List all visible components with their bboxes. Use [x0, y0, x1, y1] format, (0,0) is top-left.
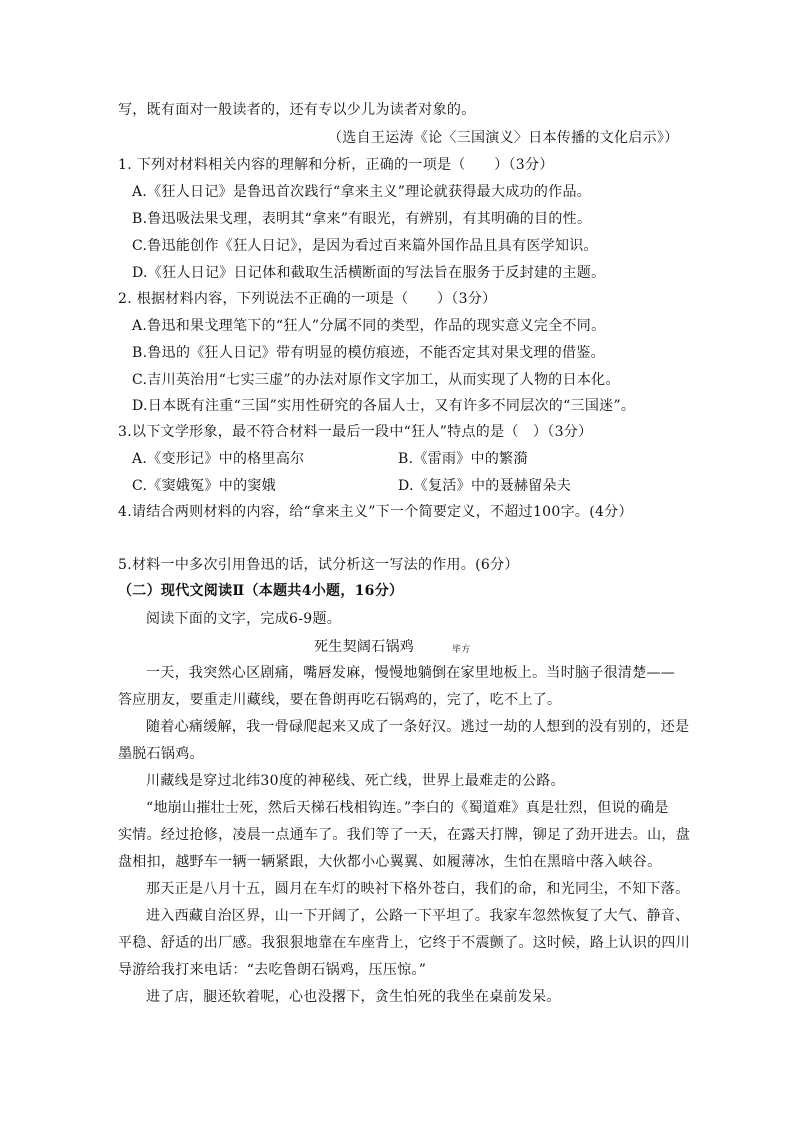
article-author: 毕方: [452, 645, 471, 655]
option-3b: B.《雷雨》中的繁漪: [398, 451, 528, 467]
question-4: 4.请结合两则材料的内容，给“拿来主义”下一个简要定义，不超过100字。(4分）: [118, 504, 633, 520]
question-3: 3.以下文学形象，最不符合材料一最后一段中“狂人”特点的是（ ）（3分）: [118, 424, 593, 440]
option-1c: C.鲁迅能创作《狂人日记》，是因为看过百来篇外国作品且具有医学知识。: [132, 238, 598, 254]
instruction-text: 阅读下面的文字，完成6-9题。: [146, 611, 342, 627]
option-1b: B.鲁迅吸法果戈理，表明其“拿来”有眼光，有辨别，有其明确的目的性。: [132, 211, 592, 227]
paragraph-line: 川藏线是穿过北纬30度的神秘线、死亡线，世界上最难走的公路。: [146, 773, 565, 789]
question-1: 1. 下列对材料相关内容的理解和分析，正确的一项是（ ）（3分）: [118, 157, 554, 173]
paragraph-line: 实情。经过抢修，凌晨一点通车了。我们等了一天，在露天打牌，铆足了劲开进去。山，盘: [118, 827, 690, 843]
section-heading: （二）现代文阅读Ⅱ（本题共4小题，16分）: [118, 583, 404, 599]
option-1d: D.《狂人日记》日记体和截取生活横断面的写法旨在服务于反封建的主题。: [132, 265, 606, 281]
paragraph-line: 墨脱石锅鸡。: [118, 746, 204, 762]
paragraph-line: “地崩山摧壮士死，然后天梯石栈相钩连。”李白的《蜀道难》真是壮烈，但说的确是: [146, 800, 669, 816]
option-2c: C.吉川英治用“七实三虚”的办法对原作文字加工，从而实现了人物的日本化。: [132, 372, 620, 388]
paragraph-line: 答应朋友，要重走川藏线，要在鲁朗再吃石锅鸡的，完了，吃不上了。: [118, 692, 562, 708]
question-2: 2. 根据材料内容，下列说法不正确的一项是（ ）（3分）: [118, 291, 497, 307]
paragraph-line: 进了店，腿还软着呢，心也没撂下，贪生怕死的我坐在桌前发呆。: [146, 989, 561, 1005]
source-citation: （选自王运涛《论〈三国演义〉日本传播的文化启示》）: [328, 130, 679, 146]
paragraph-line: 那天正是八月十五，圆月在车灯的映衬下格外苍白，我们的命，和光同尘，不知下落。: [146, 881, 690, 897]
paragraph-line: 一天，我突然心区剧痛，嘴唇发麻，慢慢地躺倒在家里地板上。当时脑子很清楚——: [146, 665, 676, 681]
option-3a: A.《变形记》中的格里高尔: [132, 451, 305, 467]
paragraph-line: 导游给我打来电话：“去吃鲁朗石锅鸡，压压惊。”: [118, 962, 427, 978]
option-3d: D.《复活》中的聂赫留朵夫: [398, 478, 572, 494]
paragraph-line: 随着心痛缓解，我一骨碌爬起来又成了一条好汉。逃过一劫的人想到的没有别的，还是: [146, 719, 690, 735]
option-2d: D.日本既有注重“三国”实用性研究的各届人士，又有许多不同层次的“三国迷”。: [132, 398, 636, 414]
option-1a: A.《狂人日记》是鲁迅首次践行“拿来主义”理论就获得最大成功的作品。: [132, 184, 592, 200]
paragraph-line: 盘相扣，越野车一辆一辆紧跟，大伙都小心翼翼、如履薄冰，生怕在黑暗中落入峡谷。: [118, 854, 662, 870]
article-title: 死生契阔石锅鸡: [314, 639, 415, 655]
paragraph-line: 进入西藏自治区界，山一下开阔了，公路一下平坦了。我家车忽然恢复了大气、静音、: [146, 908, 690, 924]
option-2a: A.鲁迅和果戈理笔下的“狂人”分属不同的类型，作品的现实意义完全不同。: [132, 318, 606, 334]
paragraph-line: 平稳、舒适的出厂感。我狠狠地靠在车座背上，它终于不震颤了。这时候，路上认识的四川: [118, 935, 690, 951]
text-line: 写，既有面对一般读者的，还有专以少儿为读者对象的。: [118, 102, 476, 118]
question-5: 5.材料一中多次引用鲁迅的话，试分析这一写法的作用。(6分）: [118, 557, 519, 573]
option-2b: B.鲁迅的《狂人日记》带有明显的模仿痕迹，不能否定其对果戈理的借鉴。: [132, 345, 605, 361]
option-3c: C.《窦娥冤》中的窦娥: [132, 478, 276, 494]
